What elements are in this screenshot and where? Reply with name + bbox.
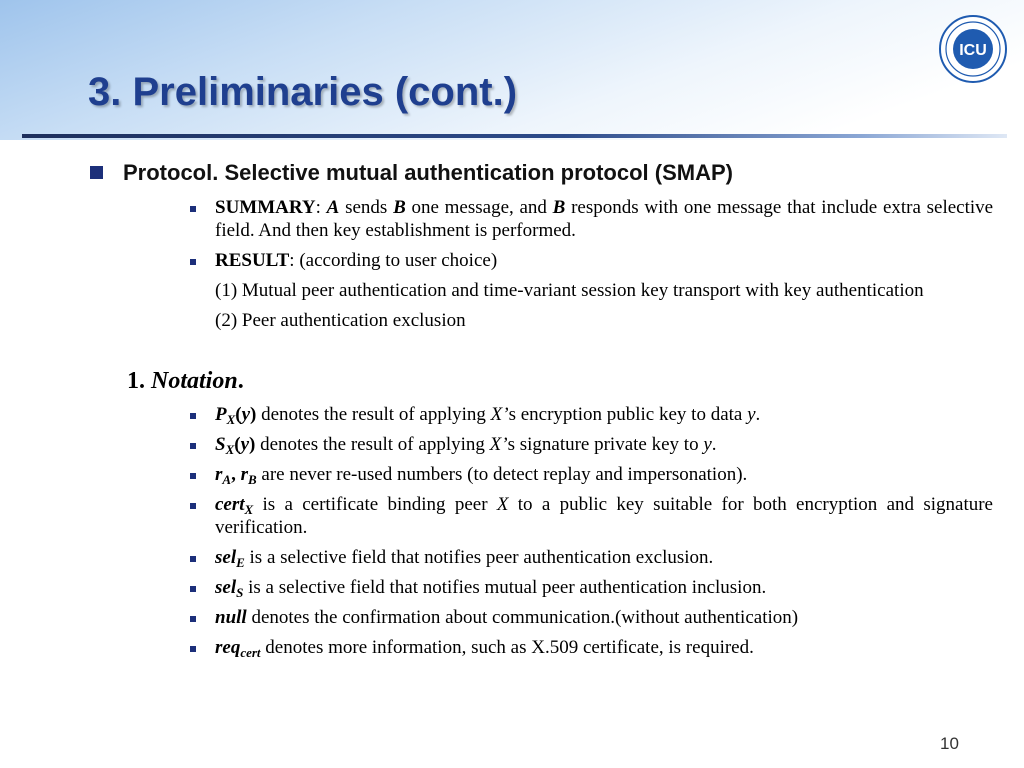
icu-logo bbox=[938, 14, 1008, 84]
bullet-icon bbox=[190, 259, 196, 265]
notation-item: sel$_S$ is a selective field that notifies mutual peer authentication inclusion. bbox=[190, 576, 993, 599]
bullet-icon bbox=[190, 473, 196, 479]
logo-text: ICU bbox=[959, 42, 987, 59]
icu-seal-icon bbox=[938, 14, 1008, 84]
notation-item: $r_A$, $r_B$ are never re-used numbers (to detect replay and impersonation). bbox=[190, 463, 993, 486]
bullet-icon bbox=[190, 413, 196, 419]
bullet-icon bbox=[190, 443, 196, 449]
notation-item: $P_X(y)$ denotes the result of applying X’s encryption public key to data y. bbox=[190, 403, 993, 426]
bullet-icon bbox=[190, 646, 196, 652]
bullet-icon bbox=[190, 503, 196, 509]
result-item: RESULT: (according to user choice) bbox=[190, 249, 993, 272]
bullet-icon bbox=[190, 616, 196, 622]
protocol-list bbox=[190, 196, 993, 332]
square-bullet-icon bbox=[90, 166, 103, 179]
result-option-1: (1) Mutual peer authentication and time-variant session key transport with key authentication bbox=[215, 280, 924, 301]
notation-heading: 1. Notation. bbox=[127, 368, 244, 394]
notation-item: cert$_X$ is a certificate binding peer X to a public key suitable for both encryption and signature verification. bbox=[190, 493, 993, 539]
slide-title: 3. Preliminaries (cont.) bbox=[88, 70, 518, 114]
bullet-icon bbox=[190, 586, 196, 592]
notation-item: $S_X(y)$ denotes the result of applying X’s signature private key to y. bbox=[190, 433, 993, 456]
bullet-icon bbox=[190, 556, 196, 562]
notation-list bbox=[190, 403, 993, 659]
bullet-icon bbox=[190, 206, 196, 212]
summary-item: SUMMARY: A sends B one message, and B responds with one message that include extra selective field. And then key establishment is performed. bbox=[190, 196, 993, 242]
page-number: 10 bbox=[940, 734, 959, 753]
result-option-2: (2) Peer authentication exclusion bbox=[215, 310, 466, 331]
notation-item: sel$_E$ is a selective field that notifies peer authentication exclusion. bbox=[190, 546, 993, 569]
title-divider bbox=[22, 134, 1007, 138]
protocol-heading: Protocol. Selective mutual authentication protocol (SMAP) bbox=[90, 160, 1010, 186]
notation-item: null denotes the confirmation about communication.(without authentication) bbox=[190, 606, 993, 629]
notation-item: req$_{cert}$ denotes more information, such as X.509 certificate, is required. bbox=[190, 636, 993, 659]
